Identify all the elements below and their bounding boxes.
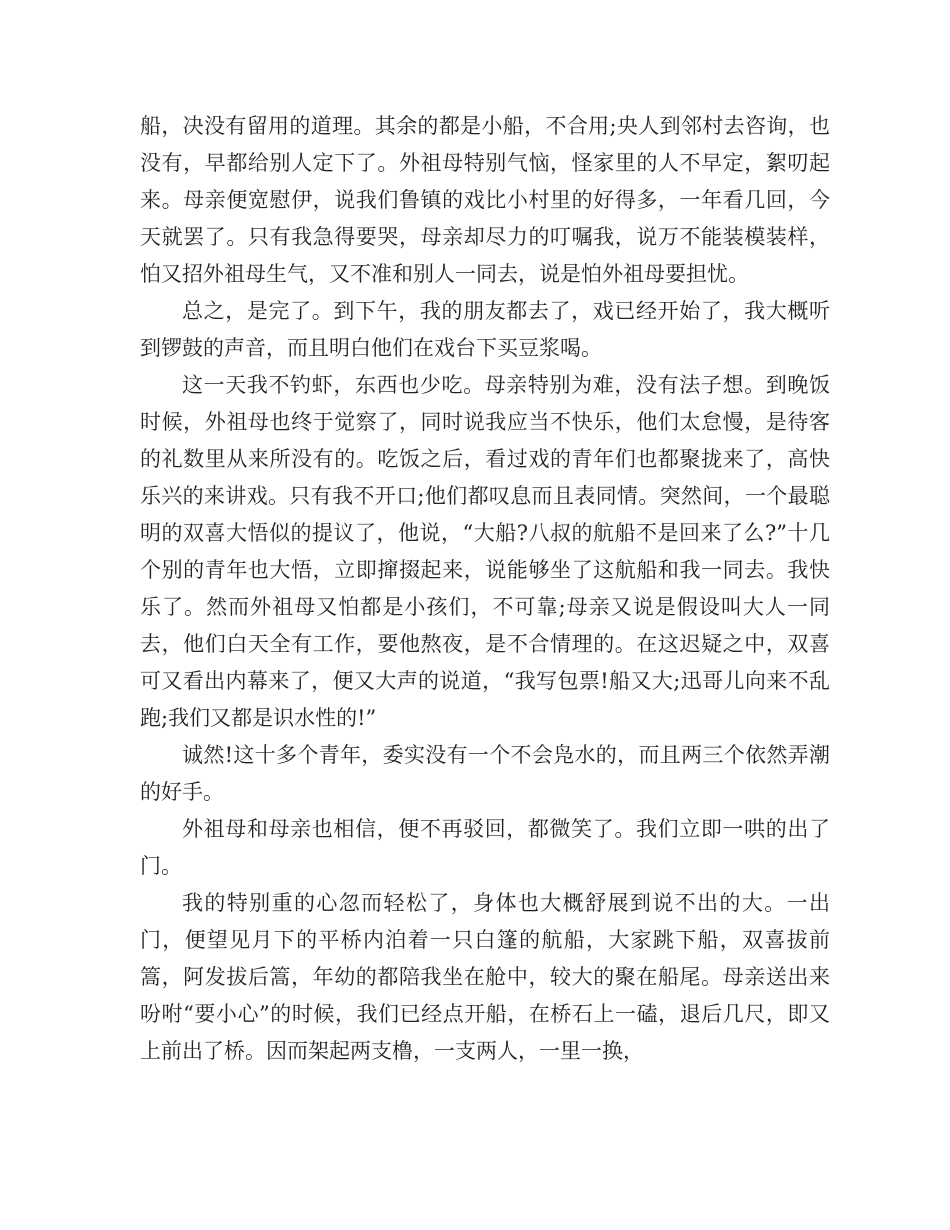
document-body	[140, 108, 830, 1070]
paragraph-2: 总之，是完了。到下午，我的朋友都去了，戏已经开始了，我大概听到锣鼓的声音，而且明白他们在戏台下买豆浆喝。	[140, 299, 830, 360]
paragraph-5: 外祖母和母亲也相信，便不再驳回，都微笑了。我们立即一哄的出了门。	[140, 817, 830, 878]
paragraph-3: 这一天我不钓虾，东西也少吃。母亲特别为难，没有法子想。到晚饭时候，外祖母也终于觉察了，同时说我应当不快乐，他们太怠慢，是待客的礼数里从来所没有的。吃饭之后，看过戏的青年们也都聚拢来了，高快乐兴的来讲戏。只有我不开口;他们都叹息而且表同情。突然间，一个最聪明的双喜大悟似的提议了，他说，“大船?八叔的航船不是回来了么?”十几个别的青年也大悟，立即撺掇起来，说能够坐了这航船和我一同去。我快乐了。然而外祖母又怕都是小孩们，不可靠;母亲又说是假设叫大人一同去，他们白天全有工作，要他熬夜，是不合情理的。在这迟疑之中，双喜可又看出内幕来了，便又大声的说道，“我写包票!船又大;迅哥儿向来不乱跑;我们又都是识水性的!”	[140, 373, 830, 730]
paragraph-1: 船，决没有留用的道理。其余的都是小船，不合用;央人到邻村去咨询，也没有，早都给别人定下了。外祖母特别气恼，怪家里的人不早定，絮叨起来。母亲便宽慰伊，说我们鲁镇的戏比小村里的好得多，一年看几回，今天就罢了。只有我急得要哭，母亲却尽力的叮嘱我，说万不能装模装样，怕又招外祖母生气，又不准和别人一同去，说是怕外祖母要担忧。	[140, 114, 830, 286]
paragraph-4: 诚然!这十多个青年，委实没有一个不会凫水的，而且两三个依然弄潮的好手。	[140, 743, 830, 804]
paragraph-6: 我的特别重的心忽而轻松了，身体也大概舒展到说不出的大。一出门，便望见月下的平桥内泊着一只白篷的航船，大家跳下船，双喜拔前篙，阿发拔后篙，年幼的都陪我坐在舱中，较大的聚在船尾。母亲送出来吩咐“要小心”的时候，我们已经点开船，在桥石上一磕，退后几尺，即又上前出了桥。因而架起两支橹，一支两人，一里一换，	[140, 891, 830, 1063]
